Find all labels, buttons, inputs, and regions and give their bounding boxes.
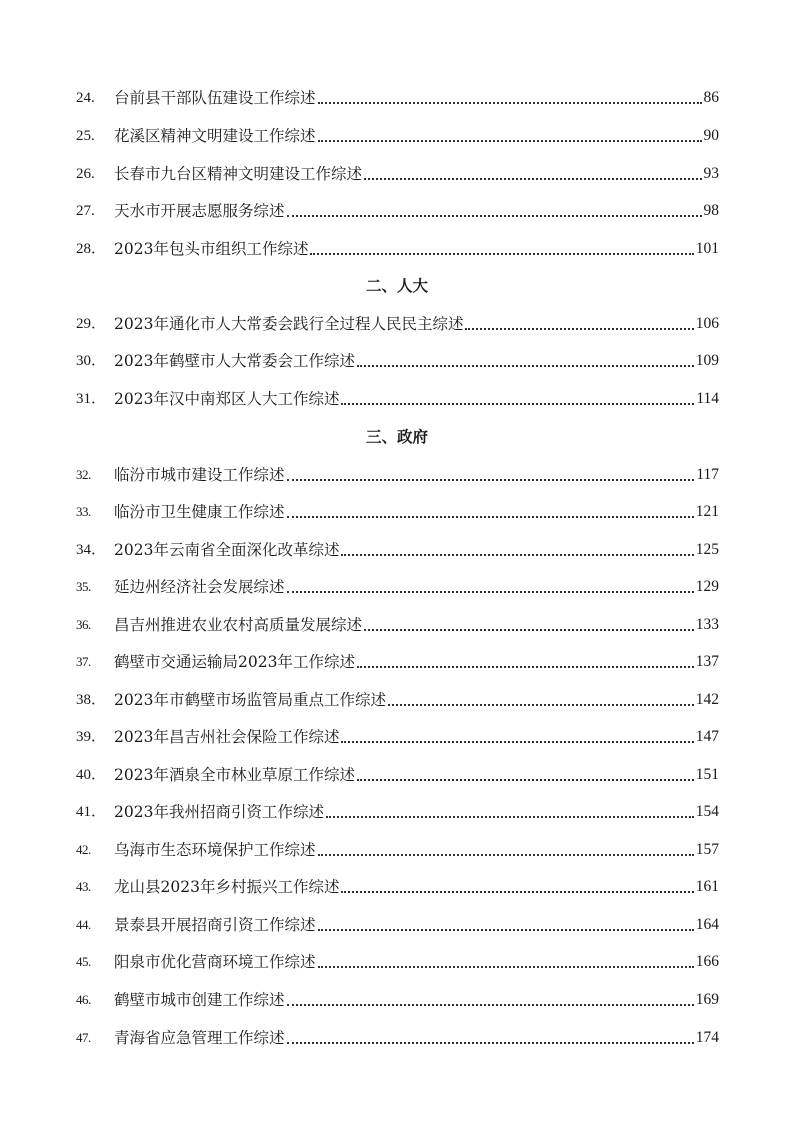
toc-entry[interactable]: [76, 312, 719, 336]
toc-entry[interactable]: [76, 349, 719, 373]
toc-dot-leader: [357, 365, 694, 367]
toc-entry[interactable]: [76, 199, 719, 223]
toc-entry-page: 121: [695, 503, 719, 520]
toc-entry-number: 41．: [76, 804, 107, 820]
toc-entry-number: 29．: [76, 316, 107, 332]
toc-entry[interactable]: [76, 575, 719, 599]
toc-dot-leader: [341, 554, 693, 556]
toc-entry-number: 35.: [76, 579, 91, 594]
toc-entry[interactable]: [76, 387, 719, 411]
toc-entry-title: 长春市九台区精神文明建设工作综述: [114, 165, 363, 183]
toc-entry-number: 31．: [76, 391, 107, 407]
toc-entry-page: 154: [695, 803, 719, 820]
toc-dot-leader: [357, 666, 694, 668]
toc-entry-number: 25.: [76, 128, 95, 144]
toc-entry-title: 景泰县开展招商引资工作综述: [114, 916, 316, 934]
toc-entry-title: 2023年通化市人大常委会践行全过程人民民主综述: [114, 315, 464, 333]
toc-entry-page: 157: [695, 841, 719, 858]
toc-entry[interactable]: [76, 725, 719, 749]
toc-entry-page: 98: [703, 202, 719, 219]
toc-entry-number: 30．: [76, 353, 107, 369]
section-heading: 三、政府: [365, 428, 428, 446]
toc-entry-page: 133: [695, 616, 719, 633]
toc-entry-number: 26.: [76, 166, 95, 182]
toc-entry-number: 28．: [76, 241, 107, 257]
toc-dot-leader: [465, 328, 693, 330]
toc-entry-number: 47.: [76, 1030, 91, 1045]
toc-entry-title: 昌吉州推进农业农村高质量发展综述: [114, 616, 363, 634]
toc-entry[interactable]: [76, 950, 719, 974]
toc-entry[interactable]: [76, 500, 719, 524]
toc-entry-page: 142: [695, 691, 719, 708]
toc-dot-leader: [287, 215, 702, 217]
toc-dot-leader: [287, 516, 694, 518]
toc-entry-title: 台前县干部队伍建设工作综述: [114, 89, 316, 107]
toc-entry-page: 129: [695, 578, 719, 595]
toc-dot-leader: [318, 102, 702, 104]
toc-entry-number: 45.: [76, 954, 91, 969]
toc-entry-number: 33.: [76, 504, 91, 519]
toc-dot-leader: [341, 741, 693, 743]
toc-dot-leader: [364, 178, 701, 180]
toc-dot-leader: [287, 1004, 694, 1006]
toc-entry[interactable]: [76, 988, 719, 1012]
toc-entry-number: 39．: [76, 729, 107, 745]
toc-dot-leader: [318, 966, 694, 968]
toc-entry[interactable]: [76, 1026, 719, 1050]
toc-entry-title: 鹤壁市交通运输局2023年工作综述: [114, 653, 355, 671]
toc-entry-title: 临汾市卫生健康工作综述: [114, 503, 285, 521]
toc-entry-page: 101: [695, 240, 719, 257]
toc-entry-page: 174: [695, 1029, 719, 1046]
toc-dot-leader: [341, 891, 693, 893]
toc-dot-leader: [287, 591, 694, 593]
toc-dot-leader: [318, 929, 694, 931]
toc-entry-title: 龙山县2023年乡村振兴工作综述: [114, 878, 340, 896]
toc-entry-title: 青海省应急管理工作综述: [114, 1029, 285, 1047]
toc-entry-page: 147: [695, 728, 719, 745]
toc-entry-page: 169: [695, 991, 719, 1008]
toc-dot-leader: [318, 854, 694, 856]
toc-entry-title: 天水市开展志愿服务综述: [114, 202, 285, 220]
toc-entry-page: 109: [695, 352, 719, 369]
toc-entry-number: 24.: [76, 90, 95, 106]
toc-entry[interactable]: [76, 650, 719, 674]
toc-entry[interactable]: [76, 463, 719, 487]
toc-entry[interactable]: [76, 86, 719, 110]
toc-entry[interactable]: [76, 763, 719, 787]
toc-entry-title: 阳泉市优化营商环境工作综述: [114, 953, 316, 971]
toc-entry-page: 151: [695, 766, 719, 783]
toc-entry-page: 106: [695, 315, 719, 332]
toc-entry-number: 37.: [76, 654, 91, 669]
toc-entry[interactable]: [76, 124, 719, 148]
toc-entry-page: 90: [703, 127, 719, 144]
toc-entry-page: 117: [696, 466, 719, 483]
toc-entry-page: 164: [695, 916, 719, 933]
toc-entry-title: 乌海市生态环境保护工作综述: [114, 841, 316, 859]
toc-entry-title: 2023年昌吉州社会保险工作综述: [114, 728, 340, 746]
toc-entry-page: 166: [695, 953, 719, 970]
toc-dot-leader: [287, 1042, 694, 1044]
toc-entry-page: 86: [703, 89, 719, 106]
toc-entry[interactable]: [76, 875, 719, 899]
toc-dot-leader: [357, 779, 694, 781]
toc-entry[interactable]: [76, 162, 719, 186]
toc-entry-number: 44.: [76, 917, 91, 932]
toc-entry-title: 临汾市城市建设工作综述: [114, 466, 285, 484]
toc-entry-page: 161: [695, 878, 719, 895]
toc-entry-title: 2023年市鹤壁市场监管局重点工作综述: [114, 691, 386, 709]
toc-entry[interactable]: [76, 688, 719, 712]
toc-dot-leader: [287, 479, 695, 481]
toc-dot-leader: [326, 816, 694, 818]
toc-entry-number: 42.: [76, 842, 91, 857]
toc-entry-title: 2023年汉中南郑区人大工作综述: [114, 390, 340, 408]
toc-entry-number: 32.: [76, 467, 91, 482]
toc-dot-leader: [388, 704, 694, 706]
toc-entry[interactable]: [76, 613, 719, 637]
toc-entry-page: 93: [703, 165, 719, 182]
toc-entry-title: 2023年包头市组织工作综述: [114, 240, 309, 258]
toc-dot-leader: [310, 253, 693, 255]
toc-entry-title: 延边州经济社会发展综述: [114, 578, 285, 596]
toc-entry-number: 38．: [76, 692, 107, 708]
toc-entry-title: 2023年酒泉全市林业草原工作综述: [114, 766, 355, 784]
toc-dot-leader: [364, 629, 694, 631]
toc-entry[interactable]: [76, 538, 719, 562]
toc-entry-number: 46.: [76, 992, 91, 1007]
toc-entry-number: 27.: [76, 203, 95, 219]
toc-dot-leader: [318, 140, 702, 142]
toc-entry-title: 花溪区精神文明建设工作综述: [114, 127, 316, 145]
toc-entry-number: 43.: [76, 879, 91, 894]
toc-entry-number: 34．: [76, 542, 107, 558]
toc-entry-title: 2023年云南省全面深化改革综述: [114, 541, 340, 559]
toc-entry[interactable]: [76, 237, 719, 261]
toc-entry-title: 鹤壁市城市创建工作综述: [114, 991, 285, 1009]
toc-entry-title: 2023年我州招商引资工作综述: [114, 803, 324, 821]
toc-entry-page: 137: [695, 653, 719, 670]
section-heading: 二、人大: [365, 277, 428, 295]
toc-entry[interactable]: [76, 800, 719, 824]
toc-entry-page: 125: [695, 541, 719, 558]
toc-dot-leader: [341, 403, 694, 405]
toc-entry-number: 40．: [76, 767, 107, 783]
toc-entry-page: 114: [696, 390, 719, 407]
toc-entry[interactable]: [76, 913, 719, 937]
toc-entry[interactable]: [76, 838, 719, 862]
toc-entry-number: 36.: [76, 617, 91, 632]
toc-entry-title: 2023年鹤壁市人大常委会工作综述: [114, 352, 355, 370]
